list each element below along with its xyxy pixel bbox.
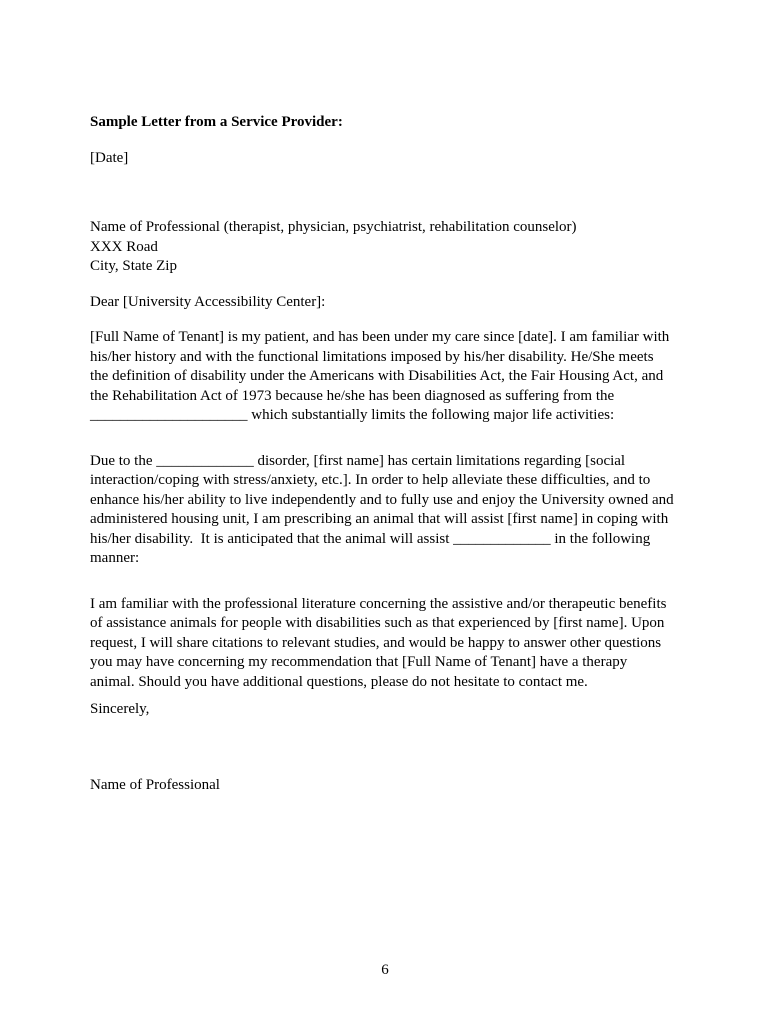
letter-content	[90, 113, 696, 795]
signature-name: Name of Professional	[90, 776, 220, 793]
page-number: 6	[381, 962, 389, 978]
paragraph-line: animal. Should you have additional questions, please do not hesitate to contact me.	[90, 673, 588, 690]
address-block	[90, 218, 696, 277]
paragraph-line: enhance his/her ability to live independently and to fully use and enjoy the University owned and	[90, 491, 674, 508]
paragraph-line: you may have concerning my recommendation that [Full Name of Tenant] have a therapy	[90, 654, 628, 670]
salutation: Dear [University Accessibility Center]:	[90, 293, 326, 310]
closing: Sincerely,	[90, 701, 150, 717]
address-line-road: XXX Road	[90, 238, 158, 255]
paragraph-patient-history	[90, 328, 696, 426]
paragraph-prescription	[90, 452, 696, 569]
date-placeholder: [Date]	[90, 149, 129, 166]
paragraph-line-blank-field: his/her disability. It is anticipated that the animal will assist _____________ in the following	[90, 530, 651, 547]
paragraph-line: administered housing unit, I am prescribing an animal that will assist [first name] in coping with	[90, 511, 669, 527]
address-line-professional: Name of Professional (therapist, physician, psychiatrist, rehabilitation counselor)	[90, 219, 577, 235]
paragraph-professional-literature	[90, 595, 696, 693]
paragraph-line: manner:	[90, 550, 140, 566]
paragraph-line: interaction/coping with stress/anxiety, etc.]. In order to help alleviate these difficulties, and to	[90, 472, 651, 488]
paragraph-line: the definition of disability under the Americans with Disabilities Act, the Fair Housing Act, and	[90, 368, 664, 384]
letter-title: Sample Letter from a Service Provider:	[90, 114, 343, 130]
paragraph-line: the Rehabilitation Act of 1973 because he/she has been diagnosed as suffering from the	[90, 387, 615, 404]
paragraph-line: [Full Name of Tenant] is my patient, and has been under my care since [date]. I am familiar with	[90, 329, 670, 345]
paragraph-line: I am familiar with the professional literature concerning the assistive and/or therapeutic benefits	[90, 595, 667, 612]
paragraph-line-blank-field: Due to the _____________ disorder, [first name] has certain limitations regarding [social	[90, 452, 626, 469]
paragraph-line: his/her history and with the functional limitations imposed by his/her disability. He/She meets	[90, 348, 654, 365]
paragraph-line: request, I will share citations to relevant studies, and would be happy to answer other questions	[90, 634, 662, 651]
paragraph-line: of assistance animals for people with disabilities such as that experienced by [first name]. Upon	[90, 615, 665, 631]
paragraph-line-blank-field: _____________________ which substantially limits the following major life activities:	[90, 407, 615, 423]
address-line-city: City, State Zip	[90, 258, 177, 274]
